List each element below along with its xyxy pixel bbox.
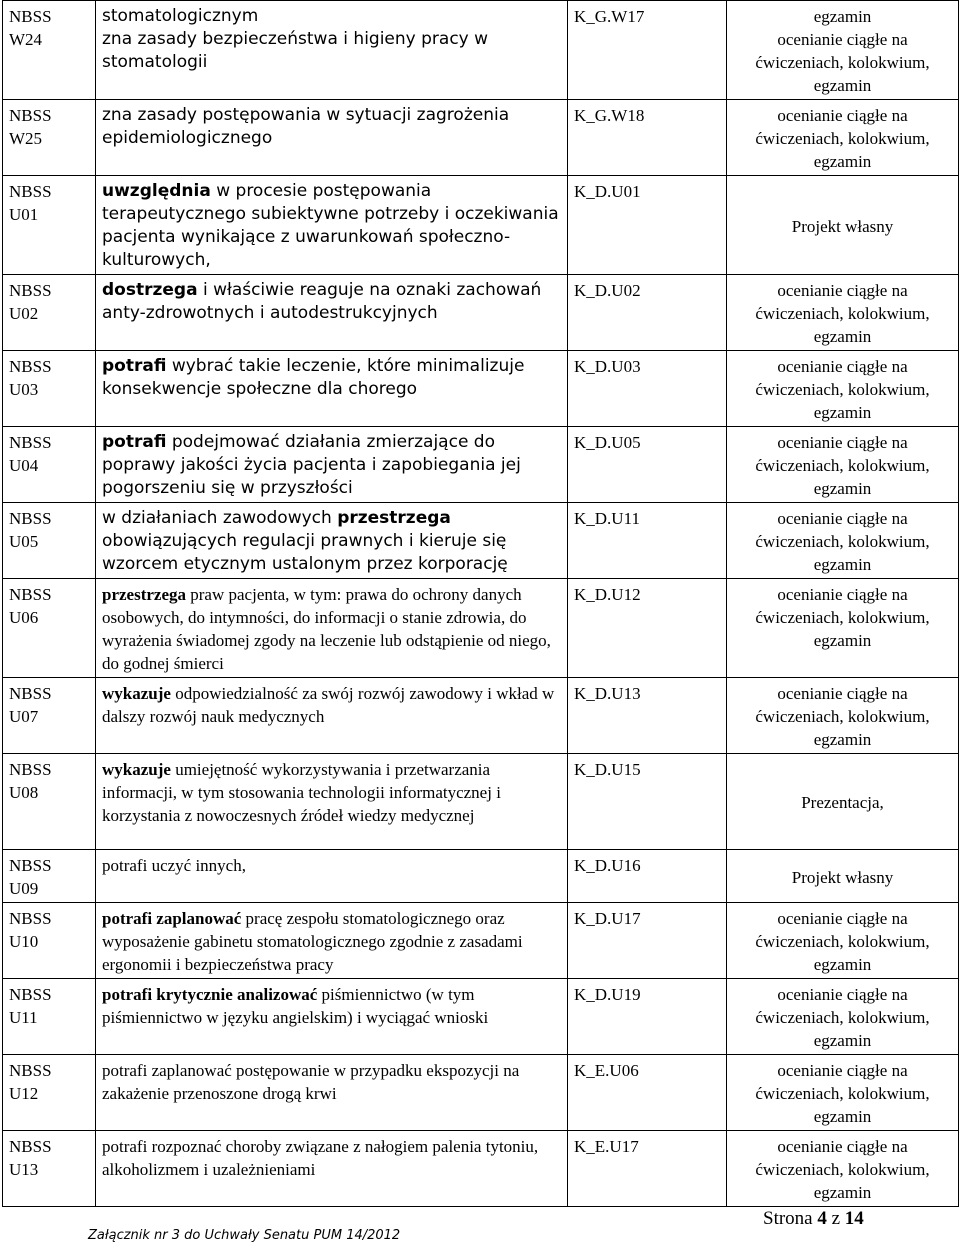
- description-keyword: wykazuje: [102, 684, 171, 703]
- verification-method: ocenianie ciągłe na ćwiczeniach, kolokwium, egzamin: [727, 275, 959, 351]
- table-row: [3, 1131, 959, 1207]
- table-row: [3, 579, 959, 678]
- outcome-description: [96, 754, 568, 850]
- verification-method: Projekt własny: [727, 176, 959, 275]
- description-text: pracę zespołu stomatologicznego oraz wyposażenie gabinetu stomatologicznego zgodnie z zasadami ergonomii i bezpieczeństwa pracy: [102, 909, 523, 974]
- outcome-description: [96, 176, 568, 275]
- description-text: w procesie postępowania terapeutycznego subiektywne potrzeby i oczekiwania pacjenta wynikające z uwarunkowań społeczno-kulturowych,: [102, 181, 559, 270]
- table-row: [3, 979, 959, 1055]
- page-prefix: Strona: [763, 1208, 818, 1229]
- description-text: piśmiennictwo (w tym piśmiennictwo w języku angielskim) i wyciągać wnioski: [102, 985, 489, 1027]
- description-keyword: potrafi: [102, 432, 167, 452]
- table-row: [3, 678, 959, 754]
- table-row: [3, 903, 959, 979]
- verification-method: ocenianie ciągłe na ćwiczeniach, kolokwium, egzamin: [727, 903, 959, 979]
- effect-reference: K_D.U05: [568, 427, 727, 503]
- description-text: podejmować działania zmierzające do poprawy jakości życia pacjenta i zapobiegania jej pogorszeniu się w przyszłości: [102, 432, 521, 498]
- verification-method: egzamin ocenianie ciągłe na ćwiczeniach, kolokwium, egzamin: [727, 1, 959, 100]
- description-keyword: przestrzega: [337, 508, 451, 528]
- effect-reference: K_D.U12: [568, 579, 727, 678]
- description-keyword: przestrzega: [102, 585, 187, 604]
- effect-reference: K_E.U17: [568, 1131, 727, 1207]
- outcome-code: NBSS U12: [3, 1055, 96, 1131]
- verification-method: ocenianie ciągłe na ćwiczeniach, kolokwium, egzamin: [727, 351, 959, 427]
- outcome-description: [96, 427, 568, 503]
- outcome-code: NBSS U09: [3, 850, 96, 903]
- table-row: [3, 176, 959, 275]
- description-text: potrafi zaplanować postępowanie w przypadku ekspozycji na zakażenie przenoszone drogą krwi: [102, 1061, 520, 1103]
- description-text: obowiązujących regulacji prawnych i kieruje się wzorcem etycznym ustalonym przez korporację: [102, 531, 508, 574]
- effect-reference: K_D.U11: [568, 503, 727, 579]
- table-row: [3, 275, 959, 351]
- description-keyword: potrafi krytycznie analizować: [102, 985, 318, 1004]
- outcome-description: [96, 100, 568, 176]
- effect-reference: K_E.U06: [568, 1055, 727, 1131]
- description-keyword: potrafi: [102, 356, 167, 376]
- table-row: [3, 850, 959, 903]
- verification-method: ocenianie ciągłe na ćwiczeniach, kolokwium, egzamin: [727, 678, 959, 754]
- effect-reference: K_D.U16: [568, 850, 727, 903]
- verification-method: ocenianie ciągłe na ćwiczeniach, kolokwium, egzamin: [727, 1131, 959, 1207]
- verification-method: ocenianie ciągłe na ćwiczeniach, kolokwium, egzamin: [727, 427, 959, 503]
- description-text: potrafi uczyć innych,: [102, 856, 246, 875]
- outcome-description: [96, 678, 568, 754]
- outcome-code: NBSS W24: [3, 1, 96, 100]
- description-keyword: dostrzega: [102, 280, 198, 300]
- table-row: [3, 1, 959, 100]
- outcome-description: [96, 503, 568, 579]
- outcome-description: [96, 1131, 568, 1207]
- description-text: potrafi rozpoznać choroby związane z nałogiem palenia tytoniu, alkoholizmem i uzależnieniami: [102, 1137, 539, 1179]
- outcome-code: NBSS U08: [3, 754, 96, 850]
- outcome-code: NBSS U02: [3, 275, 96, 351]
- outcome-description: [96, 351, 568, 427]
- table-row: [3, 503, 959, 579]
- verification-method: ocenianie ciągłe na ćwiczeniach, kolokwium, egzamin: [727, 100, 959, 176]
- outcome-code: NBSS U10: [3, 903, 96, 979]
- page-number: [763, 1208, 864, 1230]
- outcome-description: [96, 850, 568, 903]
- outcome-description: [96, 979, 568, 1055]
- description-keyword: wykazuje: [102, 760, 171, 779]
- effect-reference: K_D.U01: [568, 176, 727, 275]
- page-current: 4: [817, 1208, 827, 1229]
- table-row: [3, 1055, 959, 1131]
- verification-method: ocenianie ciągłe na ćwiczeniach, kolokwium, egzamin: [727, 503, 959, 579]
- verification-method: ocenianie ciągłe na ćwiczeniach, kolokwium, egzamin: [727, 1055, 959, 1131]
- outcome-code: NBSS U11: [3, 979, 96, 1055]
- description-text: stomatologicznym zna zasady bezpieczeństwa i higieny pracy w stomatologii: [102, 6, 489, 72]
- outcome-code: NBSS U03: [3, 351, 96, 427]
- effect-reference: K_G.W17: [568, 1, 727, 100]
- table-row: [3, 754, 959, 850]
- description-text: w działaniach zawodowych: [102, 508, 338, 528]
- outcome-description: [96, 903, 568, 979]
- effect-reference: K_G.W18: [568, 100, 727, 176]
- outcome-description: [96, 1, 568, 100]
- table-body: [3, 1, 959, 1207]
- outcome-code: NBSS U07: [3, 678, 96, 754]
- outcome-description: [96, 275, 568, 351]
- outcome-code: NBSS U05: [3, 503, 96, 579]
- table-row: [3, 351, 959, 427]
- verification-method: ocenianie ciągłe na ćwiczeniach, kolokwium, egzamin: [727, 579, 959, 678]
- page-total: 14: [844, 1208, 864, 1229]
- outcome-code: NBSS W25: [3, 100, 96, 176]
- effect-reference: K_D.U03: [568, 351, 727, 427]
- description-keyword: uwzględnia: [102, 181, 211, 201]
- table-row: [3, 100, 959, 176]
- outcome-code: NBSS U13: [3, 1131, 96, 1207]
- description-text: wybrać takie leczenie, które minimalizuje konsekwencje społeczne dla chorego: [102, 356, 525, 399]
- outcome-description: [96, 579, 568, 678]
- verification-method: Projekt własny: [727, 850, 959, 903]
- verification-method: Prezentacja,: [727, 754, 959, 850]
- effect-reference: K_D.U17: [568, 903, 727, 979]
- table-row: [3, 427, 959, 503]
- description-text: zna zasady postępowania w sytuacji zagrożenia epidemiologicznego: [102, 105, 510, 148]
- description-text: odpowiedzialność za swój rozwój zawodowy i wkład w dalszy rozwój nauk medycznych: [102, 684, 555, 726]
- description-text: umiejętność wykorzystywania i przetwarzania informacji, w tym stosowania technologii informatycznej i korzystania z nowoczesnych źródeł wiedzy medycznej: [102, 760, 501, 825]
- effect-reference: K_D.U13: [568, 678, 727, 754]
- description-text: praw pacjenta, w tym: prawa do ochrony danych osobowych, do intymności, do informacji o stanie zdrowia, do wyrażenia świadomej zgody na leczenie lub odstąpienie od niego, do godnej śmierci: [102, 585, 551, 673]
- effect-reference: K_D.U02: [568, 275, 727, 351]
- description-keyword: potrafi zaplanować: [102, 909, 242, 928]
- footer-note: Załącznik nr 3 do Uchwały Senatu PUM 14/2012: [88, 1228, 401, 1243]
- outcome-code: NBSS U04: [3, 427, 96, 503]
- effect-reference: K_D.U19: [568, 979, 727, 1055]
- description-text: i właściwie reaguje na oznaki zachowań anty-zdrowotnych i autodestrukcyjnych: [102, 280, 542, 323]
- learning-outcomes-table: [2, 0, 959, 1207]
- outcome-code: NBSS U01: [3, 176, 96, 275]
- effect-reference: K_D.U15: [568, 754, 727, 850]
- outcome-description: [96, 1055, 568, 1131]
- verification-method: ocenianie ciągłe na ćwiczeniach, kolokwium, egzamin: [727, 979, 959, 1055]
- page-sep: z: [826, 1208, 845, 1229]
- outcome-code: NBSS U06: [3, 579, 96, 678]
